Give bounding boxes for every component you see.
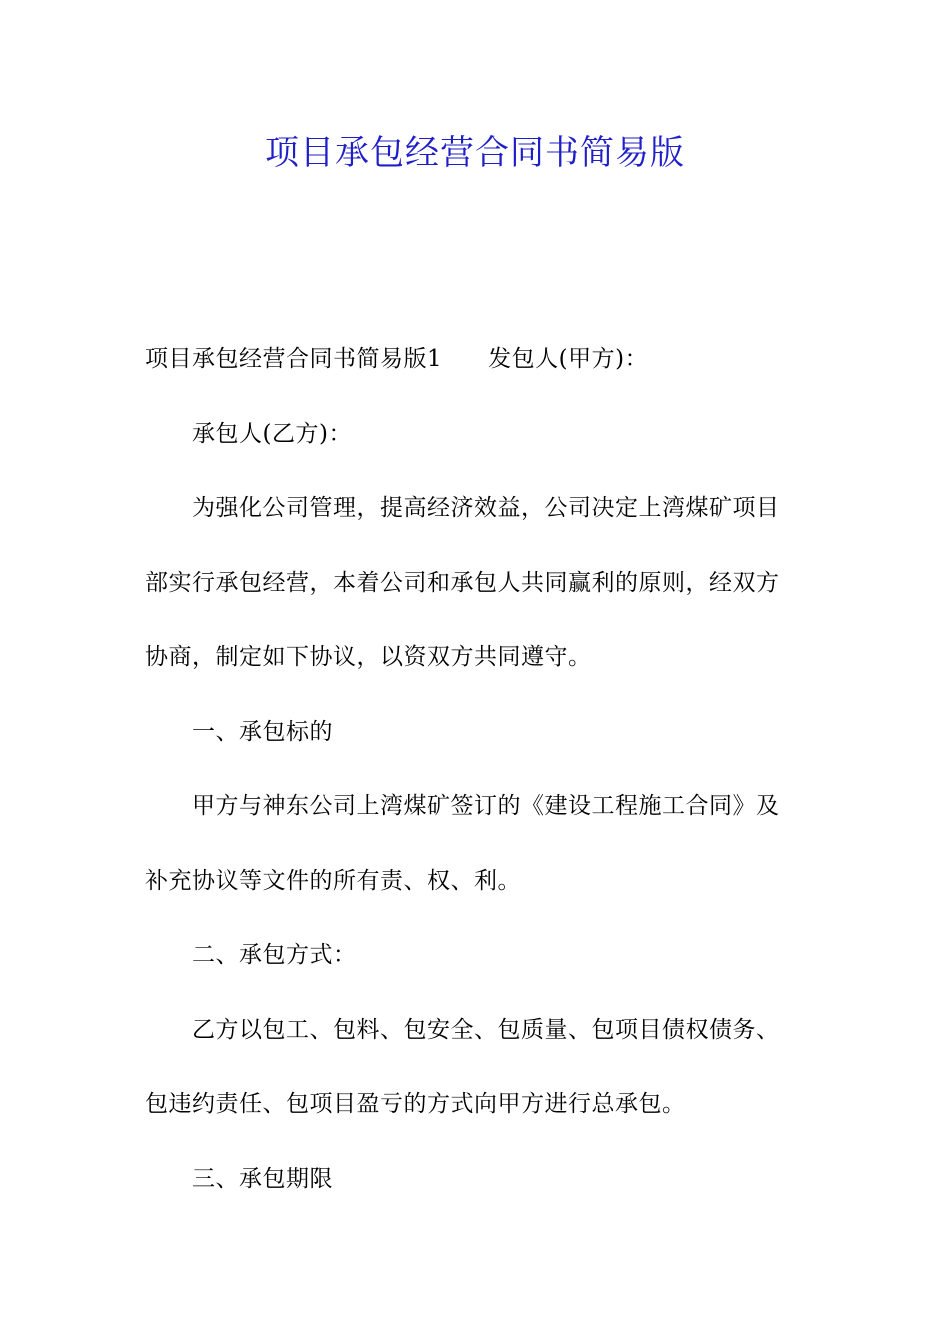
paragraph-line: 为强化公司管理，提高经济效益，公司决定上湾煤矿项目 bbox=[192, 495, 780, 521]
paragraph-line bbox=[145, 336, 807, 411]
paragraph-line: 乙方以包工、包料、包安全、包质量、包项目债权债务、 bbox=[192, 1016, 780, 1043]
party-b-label: 承包人(乙方)： bbox=[192, 420, 352, 447]
document-title: 项目承包经营合同书简易版 bbox=[265, 133, 685, 173]
paragraph-line: 甲方与神东公司上湾煤矿签订的《建设工程施工合同》及 bbox=[192, 793, 780, 819]
section-heading: 三、承包期限 bbox=[192, 1165, 333, 1192]
paragraph-line: 协商，制定如下协议，以资双方共同遵守。 bbox=[145, 644, 592, 670]
section-heading: 二、承包方式： bbox=[192, 942, 357, 968]
paragraph-line: 补充协议等文件的所有责、权、利。 bbox=[145, 867, 521, 894]
contract-heading: 项目承包经营合同书简易版1 bbox=[145, 346, 443, 372]
party-a-label: 发包人(甲方)： bbox=[488, 346, 649, 372]
section-heading: 一、承包标的 bbox=[192, 718, 333, 745]
paragraph-line: 部实行承包经营，本着公司和承包人共同赢利的原则，经双方 bbox=[145, 569, 780, 596]
document-body bbox=[145, 336, 807, 1230]
paragraph-line: 包违约责任、包项目盈亏的方式向甲方进行总承包。 bbox=[145, 1091, 686, 1117]
